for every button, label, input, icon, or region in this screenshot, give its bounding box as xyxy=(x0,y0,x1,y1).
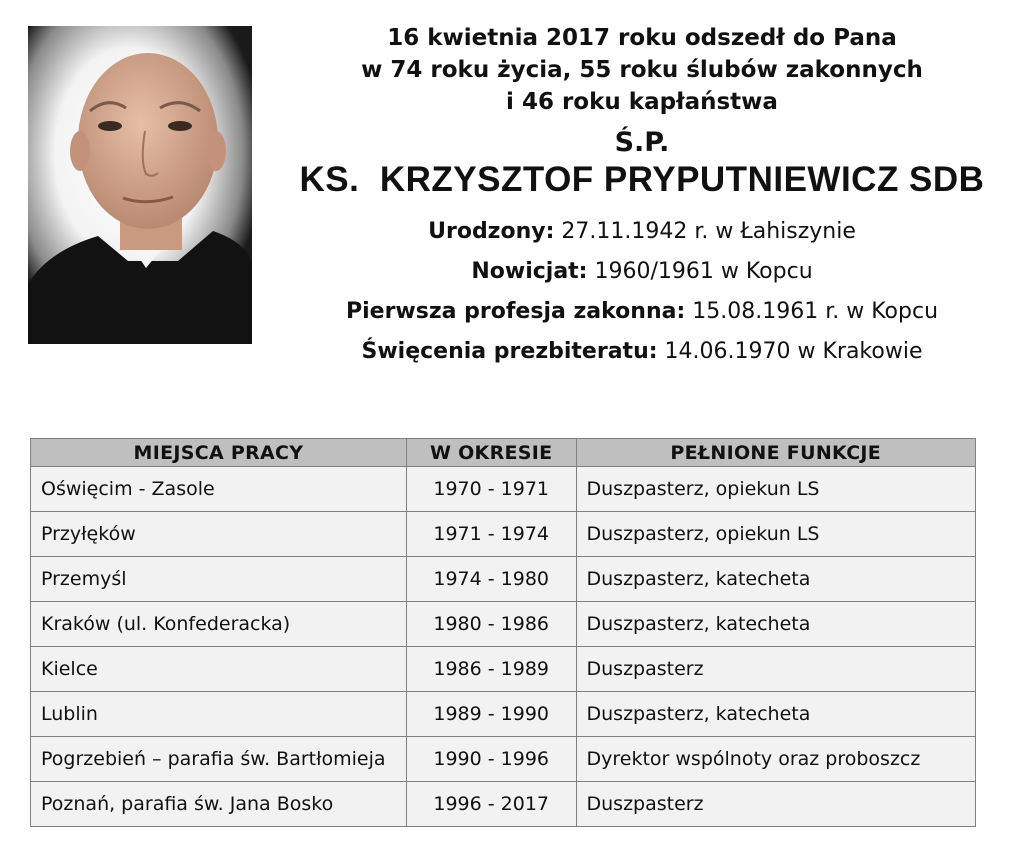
deceased-name: KS. KRZYSZTOF PRYPUTNIEWICZ SDB xyxy=(299,160,985,199)
cell-period: 1980 - 1986 xyxy=(406,602,576,647)
fact-value: 27.11.1942 r. w Łahiszynie xyxy=(561,219,856,244)
cell-function: Duszpasterz xyxy=(576,782,976,827)
cell-function: Duszpasterz xyxy=(576,647,976,692)
cell-place: Przemyśl xyxy=(31,557,407,602)
cell-period: 1989 - 1990 xyxy=(406,692,576,737)
table-row xyxy=(31,737,976,782)
fact-value: 1960/1961 w Kopcu xyxy=(594,259,813,284)
fact-first-profession xyxy=(262,292,1022,332)
table-row xyxy=(31,557,976,602)
intro-line-3: i 46 roku kapłaństwa xyxy=(506,89,778,115)
cell-function: Duszpasterz, katecheta xyxy=(576,602,976,647)
table-row xyxy=(31,782,976,827)
table-row xyxy=(31,512,976,557)
cell-function: Duszpasterz, katecheta xyxy=(576,692,976,737)
fact-value: 14.06.1970 w Krakowie xyxy=(664,339,923,364)
cell-period: 1996 - 2017 xyxy=(406,782,576,827)
cell-period: 1970 - 1971 xyxy=(406,467,576,512)
cell-function: Duszpasterz, katecheta xyxy=(576,557,976,602)
work-history-table xyxy=(30,438,976,827)
biography-facts xyxy=(262,212,1022,372)
header-functions: PEŁNIONE FUNKCJE xyxy=(576,439,976,467)
fact-ordination xyxy=(262,332,1022,372)
cell-place: Pogrzebień – parafia św. Bartłomieja xyxy=(31,737,407,782)
obituary-header xyxy=(262,22,1022,372)
fact-novitiate xyxy=(262,252,1022,292)
honorific: Ś.P. xyxy=(614,127,670,158)
cell-function: Dyrektor wspólnoty oraz proboszcz xyxy=(576,737,976,782)
cell-function: Duszpasterz, opiekun LS xyxy=(576,467,976,512)
portrait-illustration xyxy=(28,26,252,344)
fact-label: Nowicjat: xyxy=(471,259,588,284)
table-header-row xyxy=(31,439,976,467)
cell-period: 1990 - 1996 xyxy=(406,737,576,782)
table-row xyxy=(31,602,976,647)
intro-line-2: w 74 roku życia, 55 roku ślubów zakonnych xyxy=(361,57,923,83)
fact-born xyxy=(262,212,1022,252)
cell-period: 1971 - 1974 xyxy=(406,512,576,557)
intro-line-1: 16 kwietnia 2017 roku odszedł do Pana xyxy=(387,25,897,51)
table-row xyxy=(31,467,976,512)
cell-function: Duszpasterz, opiekun LS xyxy=(576,512,976,557)
cell-place: Kraków (ul. Konfederacka) xyxy=(31,602,407,647)
cell-place: Kielce xyxy=(31,647,407,692)
fact-label: Święcenia prezbiteratu: xyxy=(361,339,658,364)
cell-place: Oświęcim - Zasole xyxy=(31,467,407,512)
table-row xyxy=(31,647,976,692)
cell-place: Poznań, parafia św. Jana Bosko xyxy=(31,782,407,827)
portrait-photo xyxy=(28,26,252,344)
cell-place: Lublin xyxy=(31,692,407,737)
cell-period: 1974 - 1980 xyxy=(406,557,576,602)
table-row xyxy=(31,692,976,737)
fact-label: Pierwsza profesja zakonna: xyxy=(345,299,686,324)
header-period: W OKRESIE xyxy=(406,439,576,467)
header-places: MIEJSCA PRACY xyxy=(31,439,407,467)
fact-value: 15.08.1961 r. w Kopcu xyxy=(692,299,939,324)
cell-place: Przyłęków xyxy=(31,512,407,557)
cell-period: 1986 - 1989 xyxy=(406,647,576,692)
fact-label: Urodzony: xyxy=(428,219,555,244)
